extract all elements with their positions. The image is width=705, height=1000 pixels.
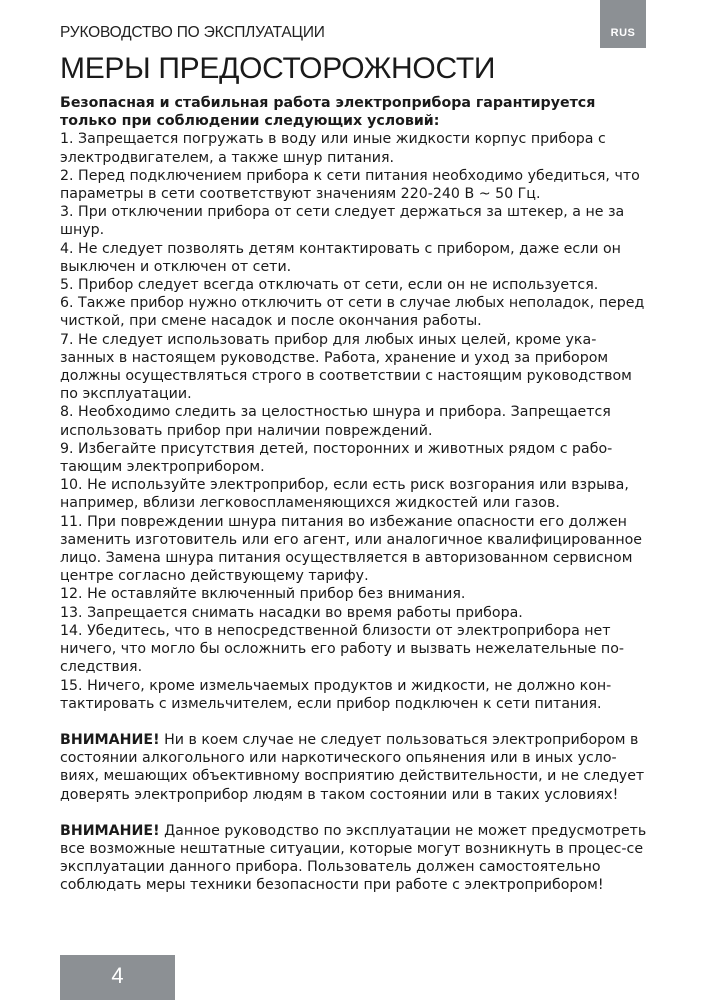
language-tab: RUS	[600, 0, 646, 48]
warning-label: ВНИМАНИЕ!	[60, 731, 160, 748]
rule-item: 8. Необходимо следить за целостностью шнура и прибора. Запрещается использовать прибор при наличии повреждений.	[60, 404, 611, 439]
rule-item: 14. Убедитесь, что в непосредственной близости от электроприбора нет ничего, что могло бы осложнить его работу и вызвать нежелательные по-следствия.	[60, 622, 624, 676]
rule-item: 12. Не оставляйте включенный прибор без внимания.	[60, 586, 466, 603]
warning-label: ВНИМАНИЕ!	[60, 822, 160, 839]
warning-text: Ни в коем случае не следует пользоваться электроприбором в состоянии алкогольного или наркотического опьянения или в иных усло-виях, мешающих объективному восприятию действительности, и не следует доверять электроприбор людям в таком состоянии или в таких условиях!	[60, 731, 645, 803]
page-title: МЕРЫ ПРЕДОСТОРОЖНОСТИ	[60, 52, 496, 85]
warning-text: Данное руководство по эксплуатации не может предусмотреть все возможные нештатные ситуации, которые могут возникнуть в процес-се эксплуатации данного прибора. Пользователь должен самостоятельно соблюдать меры техники безопасности при работе с электроприбором!	[60, 822, 647, 894]
page-number: 4	[60, 955, 175, 1000]
rule-item: 5. Прибор следует всегда отключать от сети, если он не используется.	[60, 277, 599, 294]
rule-item: 7. Не следует использовать прибор для любых иных целей, кроме ука-занных в настоящем руководстве. Работа, хранение и уход за прибором должны осуществляться строго в соответствии с настоящим руководством по эксплуатации.	[60, 331, 632, 403]
rule-item: 10. Не используйте электроприбор, если есть риск возгорания или взрыва, например, вблизи легковоспламеняющихся жидкостей или газов.	[60, 477, 629, 512]
rule-item: 13. Запрещается снимать насадки во время работы прибора.	[60, 604, 523, 621]
rule-item: 15. Ничего, кроме измельчаемых продуктов и жидкости, не должно кон-тактировать с измельчителем, если прибор подключен к сети питания.	[60, 677, 612, 712]
rule-item: 1. Запрещается погружать в воду или иные жидкости корпус прибора с электродвигателем, а также шнур питания.	[60, 131, 606, 166]
rule-item: 4. Не следует позволять детям контактировать с прибором, даже если он выключен и отключен от сети.	[60, 240, 621, 275]
rule-item: 2. Перед подключением прибора к сети питания необходимо убедиться, что параметры в сети соответствуют значениям 220-240 В ~ 50 Гц.	[60, 167, 640, 203]
content-body	[60, 94, 650, 895]
rules-list	[60, 130, 650, 713]
rule-item: 9. Избегайте присутствия детей, посторонних и животных рядом с рабо-тающим электроприбором.	[60, 440, 613, 476]
rule-item: 11. При повреждении шнура питания во избежание опасности его должен заменить изготовитель или его агент, или аналогичное квалифицированное лицо. Замена шнура питания осуществляется в авторизованном сервисном центре согласно действующему тарифу.	[60, 513, 643, 585]
header-title: РУКОВОДСТВО ПО ЭКСПЛУАТАЦИИ	[60, 24, 325, 41]
rule-item: 6. Также прибор нужно отключить от сети в случае любых неполадок, перед чисткой, при смене насадок и после окончания работы.	[60, 295, 645, 330]
rule-item: 3. При отключении прибора от сети следует держаться за штекер, а не за шнур.	[60, 204, 625, 239]
warning-paragraph	[60, 731, 650, 804]
warning-paragraph	[60, 822, 650, 895]
intro-paragraph: Безопасная и стабильная работа электроприбора гарантируется только при соблюдении следующих условий:	[60, 95, 596, 130]
